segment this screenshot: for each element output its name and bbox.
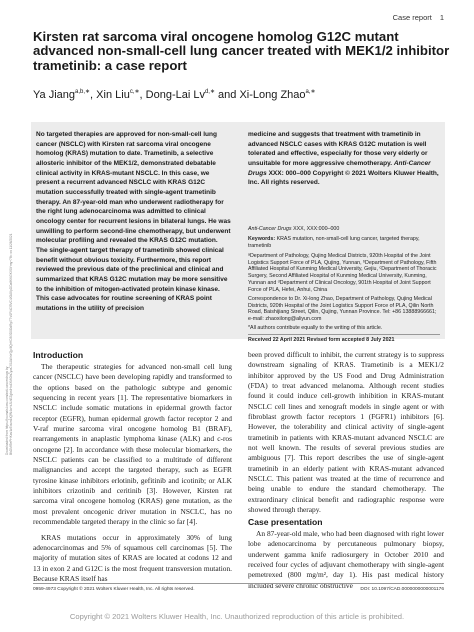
author-affiliation: a,∗ [305,89,316,95]
download-note: Downloaded from https://journals.lww.com/anti-cancerdrugs by BhDMf5ePHKav1zEoum1tQfN4a+kJLhEZgbsIHo4XMi0hCywCX1AWnYQp/IlQrHD3i3D0OdRyi7TvSFl4Cf3VC4/OAVpDDa8KKGKV0Ymy+78= on 11/26/2021 [5,233,13,455]
keywords-label: Keywords: [248,236,276,242]
received-text: Received 22 April 2021 Revised form accepted 8 July 2021 [248,337,395,343]
footer-divider [33,583,444,584]
abstract-copyright: XXX: 000–000 Copyright © 2021 Wolters Kluwer Health, Inc. All rights reserved. [248,169,439,187]
section-heading-introduction: Introduction [33,350,84,360]
copyright-watermark: Copyright © 2021 Wolters Kluwer Health, Inc. Unauthorized reproduction of this article is prohibited. [69,612,405,621]
author-affiliation: c,∗ [129,89,140,95]
author-list: Ya Jiang$^{a,b,∗}$, Xin Liu$^{c,∗}$, Dong-Lai $Lv^{d,∗}$ and Xi-Long Zhao$^{a,∗}$ [33,89,316,101]
received-dates [248,337,440,344]
section-heading-case-presentation: Case presentation [248,517,323,527]
author-name: Dong-Lai Lv [145,89,205,101]
citation-issue: XXX, XXX:000–000 [293,226,340,232]
author-name: Ya Jiang [33,89,75,101]
paragraph: KRAS mutations occur in approximately 30% of lung adenocarcinomas and 5% of squamous cell carcinomas [5]. The majority of mutation sites of KRAS are located at codons 12 and 13 in exon 2 and G12C is the most frequent transversion mutation. Because KRAS itself has [33,532,232,583]
page-number: 1 [439,13,444,22]
running-header [393,13,444,22]
abstract-right-text: medicine and suggests that treatment with trametinib in advanced NSCLC cases with KRAS G12C mutation is well tolerated and effective, especially for those very elderly or unsuitable for more aggressive chemotherapy. [248,131,428,167]
paragraph: The therapeutic strategies for advanced non-small cell lung cancer (NSCLC) have been developing rapidly and transformed to the options based on the pathologic subtype and genomic sequencing in recent years [1]. The representative biomarkers in NSCLC include somatic mutations in epidermal growth factor receptor (EGFR), human epidermal growth factor receptor 2 and V-raf murine sarcoma viral oncogene homolog B1 (BRAF), rearrangements in anaplastic lymphoma kinase (ALK) and c-ros oncogene [2]. In accordance with these molecular biomarkers, the NSCLC patients can be classified to a multitude of different malignancies and accept the targeted therapy, such as EGFR tyrosine kinase inhibitors erlotinib, gefitinib and icotinib; or ALK inhibitors crizotinib and ceritinib [3]. However, Kirsten rat sarcoma viral oncogene homolog (KRAS) gene mutation, as the most prevalent oncogenic driver mutation in NSCLC, has no recommendable targeted therapy in the clinic so far [4]. [33,362,232,527]
introduction-text [33,362,232,584]
footer-doi: DOI: 10.1097/CAD.0000000000001176 [360,587,444,592]
right-column-text [248,350,444,516]
journal-citation [248,226,440,233]
correspondence: Correspondence to Dr. Xi-long Zhao, Department of Pathology, Qujing Medical Districts, 920th Hospital of the Joint Logistics Support Force of PLA, Qilin North Road, Baishijiang Street, Qilin, Qujing, Yunnan Province. Tel: +86 13888966661; e-mail: zhaoxilong@aliyun.com [248,296,437,323]
affiliations: ᵃDepartment of Pathology, Qujing Medical Districts, 920th Hospital of the Joint Logistics Support Force of PLA, Qujing, Yunnan, ᵇDepartment of Pathology, Fifth Affiliated Hospital of Kunming Medical University, Gejiu, ᶜDepartment of Thoracic Surgery, Second Affiliated Hospital of Kunming Medical University, Kunming, Yunnan and ᵈDepartment of Clinical Oncology, 901th Hospital of Joint Support Force of PLA, Hefei, Anhui, China [248,253,437,293]
footer-copyright: 0959-4973 Copyright © 2021 Wolters Kluwer Health, Inc. All rights reserved. [33,587,195,592]
divider [248,334,440,335]
keywords [248,236,440,249]
paragraph: An 87-year-old male, who had been diagnosed with right lower lobe adenocarcinoma by percutaneous pulmonary biopsy, underwent gamma knife radiosurgery in October 2010 and received four cycles of adjuvant chemotherapy with single-agent pemetrexed (800 mg/m², day 1). His past medical history included severe chronic obstructive [248,529,444,590]
equal-contribution-note: *All authors contribute equally to the writing of this article. [248,325,383,331]
header-section: Case report [392,13,432,22]
keywords-text: KRAS mutation, non-small-cell lung cancer, targeted therapy, trametinib [248,236,420,249]
abstract-journal-name: Anti-Cancer Drugs [248,159,431,177]
abstract-right-column [248,130,440,188]
author-affiliation: a,b,∗ [75,89,91,95]
author-affiliation: d,∗ [204,89,215,95]
author-name: Xin Liu [96,89,130,101]
paragraph: been proved difficult to inhibit, the current strategy is to suppress downstream signaling of KRAS. Trametinib is a MEK1/2 inhibitor approved by the US Food and Drug Administration (FDA) to treat advanced melanoma. Although recent studies found it could induce cell-growth inhibition in KRAS-mutant NSCLC cell lines and xenograft models in single agent or with fibroblast growth factor receptors 1 (FGFR1) inhibitors [6]. However, the tolerability and clinical activity of single-agent trametinib in patients with KRAS-mutant advanced NSCLC are not well known. The results of several previous studies are ambiguous [7]. This report describes the use of single-agent trametinib in an elderly patient with KRAS-mutant advanced NSCLC. This patient was treated at the time of recurrence and being unable to endure the standard chemotherapy. The extraordinary clinical benefit and radiographic response were showed through therapy. [248,350,444,515]
case-presentation-text [248,529,444,591]
citation-journal: Anti-Cancer Drugs [248,226,292,232]
article-title: Kirsten rat sarcoma viral oncogene homolog G12C mutant advanced non-small-cell lung cancer treated with MEK1/2 inhibitor trametinib: a case report [33,29,450,73]
abstract-left-column: No targeted therapies are approved for non-small-cell lung cancer (NSCLC) with Kirsten rat sarcoma viral oncogene homolog (KRAS) mutation to date. Trametinib, a selective allosteric inhibitor of the MEK1/2, demonstrated debatable clinical activity in KRAS-mutant NSCLC. In this case, we present a recurrent advanced NSCLC with KRAS G12C mutation successfully treated with single-agent trametinib therapy. An 87-year-old man who underwent radiotherapy for the right lung adenocarcinoma was admitted to clinical oncology center for recurrent lesions in bilateral lungs. He was unwilling to perform second-line chemotherapy, but underwent molecular profiling and revealed the KRAS G12C mutation. The single-agent target therapy of trametinib showed clinical benefit without obvious toxicity. Furthermore, this report reviewed the previous date of the preclinical and clinical and summarized that KRAS G12C mutation may be more sensitive to the inhibition of mitogen-activated protein kinase kinase. This case advocates for routine screening of KRAS point mutations in the utility of precision [36,131,231,312]
author-name: Xi-Long Zhao [239,89,306,101]
